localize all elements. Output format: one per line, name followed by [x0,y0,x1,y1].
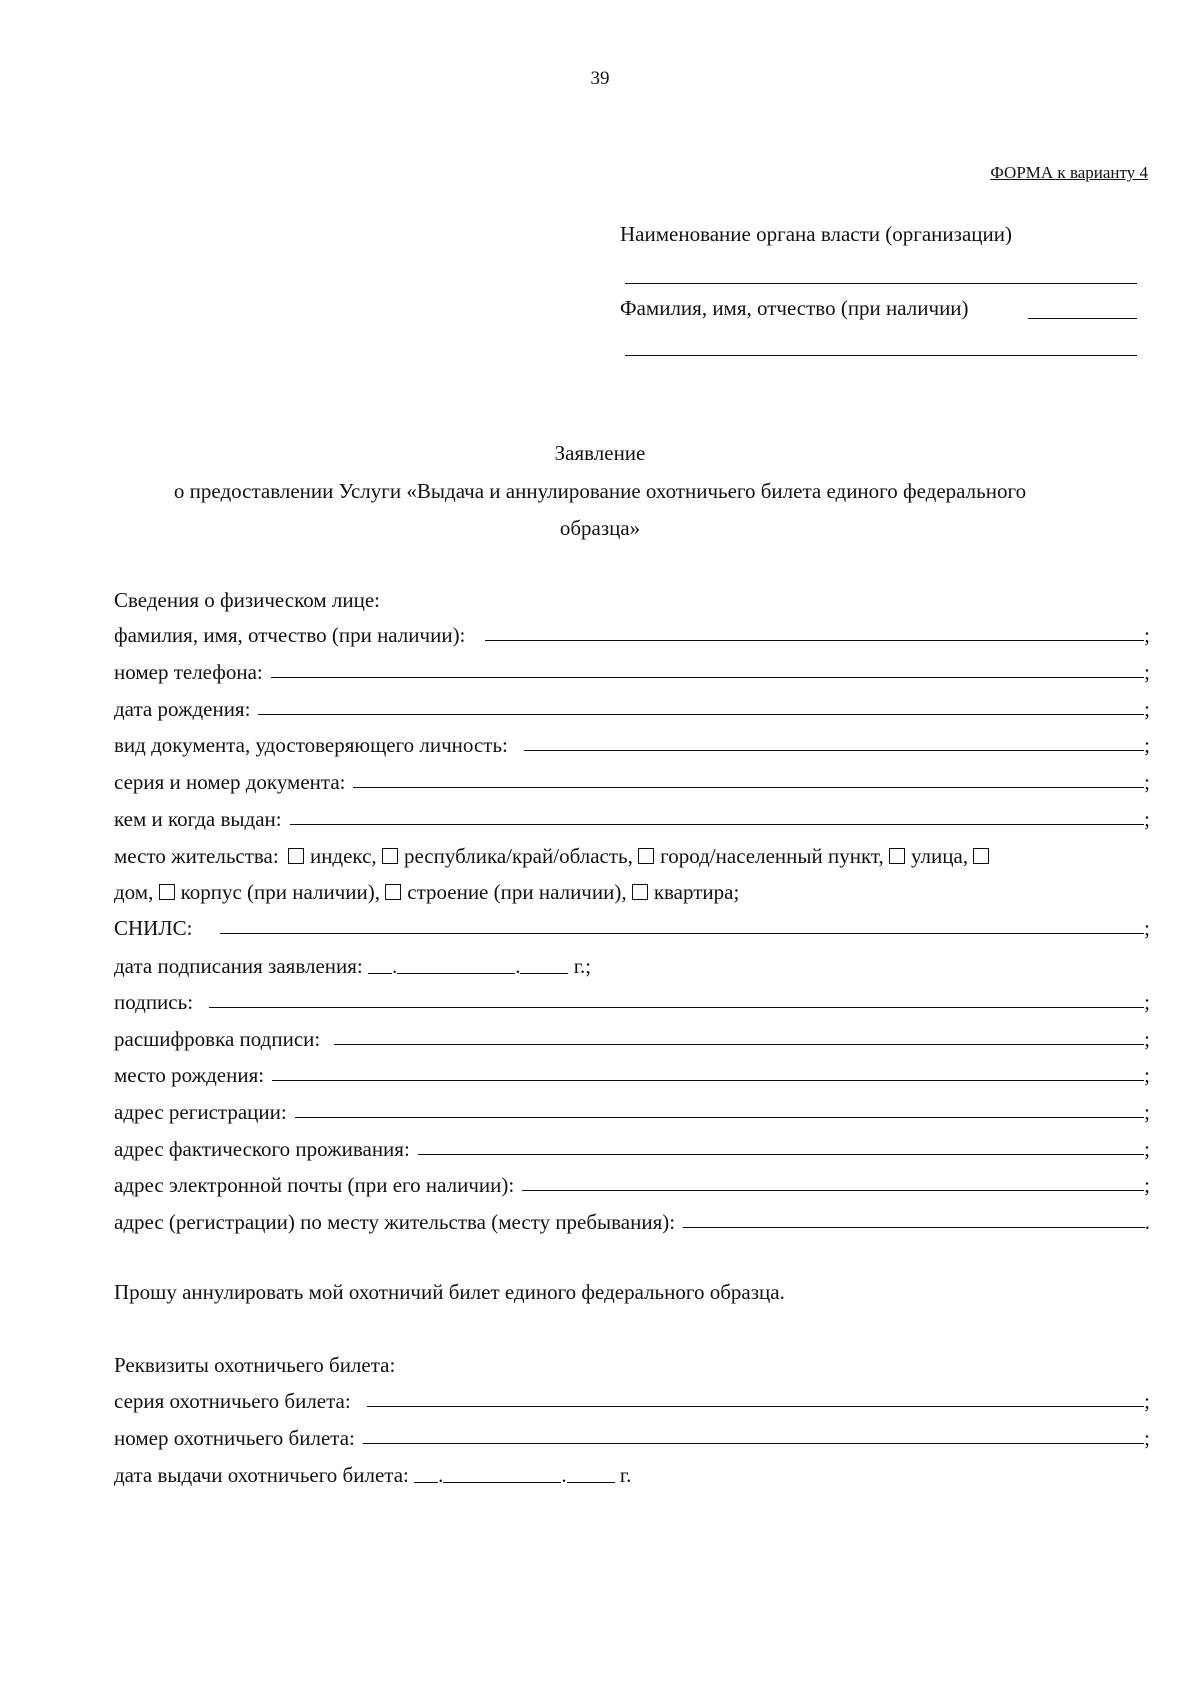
checkbox[interactable] [638,848,654,864]
field-label: адрес регистрации: [114,1100,287,1124]
field-input-line[interactable] [683,1227,1145,1228]
residence-line2 [114,880,739,905]
checkbox[interactable] [632,884,648,900]
form-field-signature [114,985,1150,1015]
residence-line1 [114,844,995,869]
checkbox-label: город/населенный пункт, [660,844,884,868]
year-input[interactable] [520,957,568,974]
year-input[interactable] [567,1466,615,1483]
field-label: серия и номер документа: [114,770,346,794]
field-label: расшифровка подписи: [114,1027,321,1051]
field-terminator: ; [1144,990,1150,1014]
field-label: вид документа, удостоверяющего личность: [114,733,508,757]
checkbox[interactable] [159,884,175,900]
field-input-line[interactable] [524,750,1144,751]
form-field-email [114,1168,1150,1198]
residence-label: место жительства: [114,844,279,868]
field-input-line[interactable] [272,1080,1144,1081]
field-label: СНИЛС: [114,916,193,940]
form-field-document-number [114,765,1150,795]
field-label: адрес фактического проживания: [114,1137,410,1161]
month-input[interactable] [397,957,515,974]
field-terminator: ; [1144,1100,1150,1124]
year-suffix: г. [619,1463,632,1487]
field-label: номер охотничьего билета: [114,1426,355,1450]
field-terminator: ; [1144,623,1150,647]
field-input-line[interactable] [363,1443,1144,1444]
field-input-line[interactable] [334,1044,1144,1045]
field-label: номер телефона: [114,660,263,684]
authority-org-label: Наименование органа власти (организации) [620,222,1012,246]
field-input-line[interactable] [353,787,1144,788]
authority-org-field[interactable] [625,283,1137,284]
field-label: подпись: [114,990,194,1014]
field-terminator: ; [1144,770,1150,794]
field-terminator: ; [1144,1063,1150,1087]
field-terminator: ; [1144,1426,1150,1450]
checkbox-label: дом, [114,880,154,904]
request-text: Прошу аннулировать мой охотничий билет единого федерального образца. [114,1280,785,1304]
personal-heading: Сведения о физическом лице: [114,588,380,612]
field-terminator: ; [1144,807,1150,831]
form-field-actual-address [114,1132,1150,1162]
field-terminator: ; [1144,1027,1150,1051]
field-input-line[interactable] [220,933,1144,934]
form-field-snils [114,911,1150,941]
checkbox[interactable] [973,848,989,864]
form-field-sign-date: дата подписания заявления: . . г.; [114,954,592,978]
checkbox-label: строение (при наличии), [407,880,627,904]
checkbox-label: квартира; [653,880,740,904]
checkbox[interactable] [385,884,401,900]
authority-fio-label: Фамилия, имя, отчество (при наличии) [620,296,969,320]
document-title: Заявление [554,441,646,465]
field-label: дата подписания заявления: [114,954,363,978]
form-field-ticket-number [114,1421,1150,1451]
field-terminator: ; [1144,1173,1150,1197]
field-input-line[interactable] [271,677,1144,678]
form-field-issued-by [114,802,1150,832]
authority-fio-field-line2[interactable] [625,355,1137,356]
field-terminator: ; [1144,916,1150,940]
field-terminator: . [1144,1210,1150,1234]
checkbox-label: индекс, [309,844,377,868]
checkbox-label: улица, [910,844,969,868]
field-label: адрес (регистрации) по месту жительства (месту пребывания): [114,1210,676,1234]
form-field-phone [114,655,1150,685]
field-label: серия охотничьего билета: [114,1389,351,1413]
day-input[interactable] [368,957,392,974]
day-input[interactable] [414,1466,438,1483]
field-label: адрес электронной почты (при его наличии): [114,1173,515,1197]
form-reference: ФОРМА к варианту 4 [990,163,1148,182]
checkbox-label: республика/край/область, [403,844,633,868]
field-label: место рождения: [114,1063,265,1087]
checkbox[interactable] [889,848,905,864]
field-label: фамилия, имя, отчество (при наличии): [114,623,466,647]
form-field-birth-place [114,1058,1150,1088]
field-input-line[interactable] [418,1154,1144,1155]
field-input-line[interactable] [522,1190,1144,1191]
ticket-heading: Реквизиты охотничьего билета: [114,1353,396,1377]
checkbox[interactable] [288,848,304,864]
document-subtitle-line2: образца» [559,516,641,540]
document-subtitle-line1: о предоставлении Услуги «Выдача и аннулирование охотничьего билета единого федерального [173,479,1027,503]
form-field-fio [114,618,1150,648]
form-field-ticket-issue-date: дата выдачи охотничьего билета: . . г. [114,1463,632,1487]
field-input-line[interactable] [258,714,1144,715]
field-input-line[interactable] [290,824,1145,825]
form-field-signature-transcript [114,1022,1150,1052]
form-field-residence-address [114,1205,1150,1235]
month-input[interactable] [443,1466,561,1483]
field-terminator: ; [1144,660,1150,684]
field-terminator: ; [1144,697,1150,721]
year-suffix: г.; [573,954,592,978]
field-label: дата выдачи охотничьего билета: [114,1463,409,1487]
field-input-line[interactable] [485,640,1144,641]
field-label: дата рождения: [114,697,251,721]
field-terminator: ; [1144,733,1150,757]
field-terminator: ; [1144,1389,1150,1413]
form-field-ticket-series [114,1384,1150,1414]
form-field-birth-date [114,692,1150,722]
form-field-id-document-type [114,728,1150,758]
field-input-line[interactable] [209,1007,1144,1008]
authority-fio-field[interactable] [1028,318,1137,319]
field-label: кем и когда выдан: [114,807,282,831]
checkbox[interactable] [382,848,398,864]
checkbox-label: корпус (при наличии), [180,880,380,904]
form-field-registration-address [114,1095,1150,1125]
page-number: 39 [590,68,610,89]
field-terminator: ; [1144,1137,1150,1161]
field-input-line[interactable] [367,1406,1144,1407]
field-input-line[interactable] [295,1117,1144,1118]
